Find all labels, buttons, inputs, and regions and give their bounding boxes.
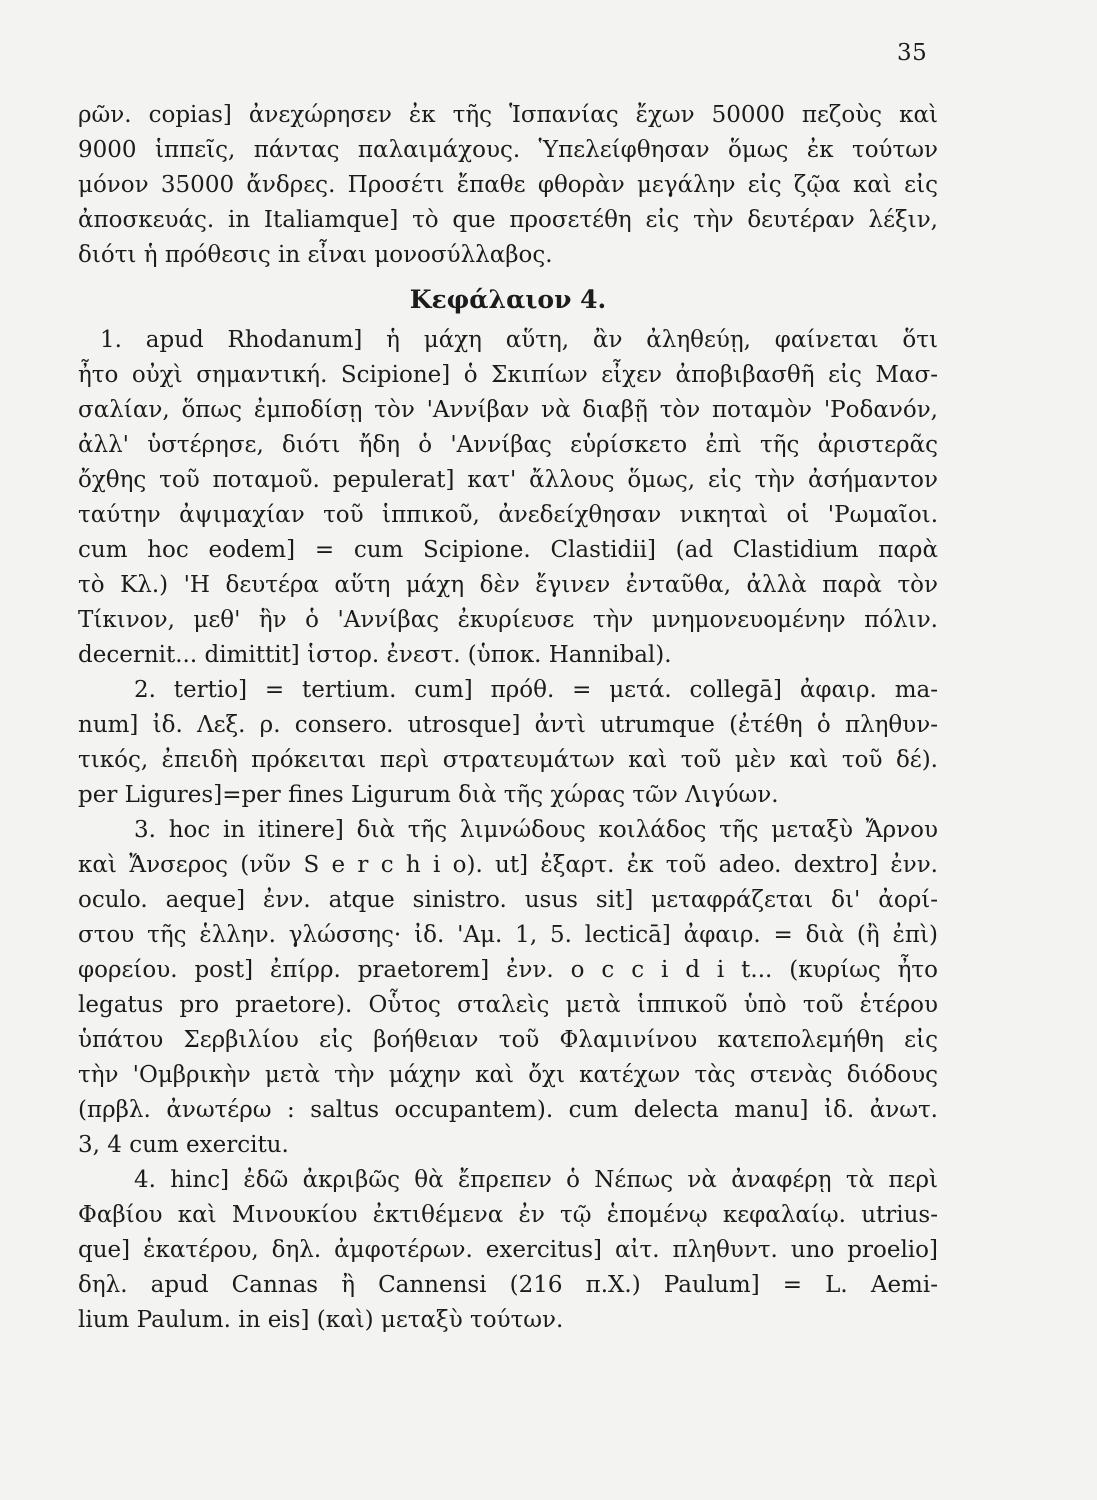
text-line: μόνον 35000 ἄνδρες. Προσέτι ἔπαθε φθορὰν μεγάλην εἰς ζῷα καὶ εἰς — [78, 172, 938, 198]
text-line: σαλίαν, ὅπως ἐμποδίσῃ τὸν 'Αννίβαν νὰ διαβῇ τὸν ποταμὸν 'Ροδανόν, — [78, 397, 938, 423]
text-line: legatus pro praetore). Οὗτος σταλεὶς μετὰ ἱππικοῦ ὑπὸ τοῦ ἑτέρου — [78, 992, 938, 1018]
text-line: decernit... dimittit] ἱστορ. ἐνεστ. (ὑποκ. Hannibal). — [78, 642, 672, 668]
text-line: δηλ. apud Cannas ἢ Cannensi (216 π.Χ.) Paulum] = L. Aemi- — [78, 1272, 938, 1298]
text-line: ἀλλ' ὑστέρησε, διότι ἤδη ὁ 'Αννίβας εὑρίσκετο ἐπὶ τῆς ἀριστερᾶς — [78, 432, 938, 458]
text-line: (πρβλ. ἀνωτέρω : saltus occupantem). cum delecta manu] ἰδ. ἀνωτ. — [78, 1097, 938, 1123]
text-line: 9000 ἱππεῖς, πάντας παλαιμάχους. Ὑπελείφθησαν ὅμως ἐκ τούτων — [78, 137, 938, 163]
text-line: ἦτο οὐχὶ σημαντική. Scipione] ὁ Σκιπίων εἶχεν ἀποβιβασθῆ εἰς Μασ- — [78, 362, 938, 388]
text-line: cum hoc eodem] = cum Scipione. Clastidii] (ad Clastidium παρὰ — [78, 537, 938, 563]
text-line: ὑπάτου Σερβιλίου εἰς βοήθειαν τοῦ Φλαμινίνου κατεπολεμήθη εἰς — [78, 1027, 938, 1053]
text-line: τικός, ἐπειδὴ πρόκειται περὶ στρατευμάτων καὶ τοῦ μὲν καὶ τοῦ δέ). — [78, 747, 938, 773]
text-line: Φαβίου καὶ Μινουκίου ἐκτιθέμενα ἐν τῷ ἑπομένῳ κεφαλαίῳ. utrius- — [78, 1202, 938, 1228]
text-line: 1. apud Rhodanum] ἡ μάχη αὕτη, ἂν ἀληθεύῃ, φαίνεται ὅτι — [100, 327, 938, 353]
text-line: que] ἑκατέρου, δηλ. ἀμφοτέρων. exercitus] αἰτ. πληθυντ. uno proelio] — [78, 1237, 938, 1263]
text-block — [78, 98, 938, 1338]
text-line: ὄχθης τοῦ ποταμοῦ. pepulerat] κατ' ἄλλους ὅμως, εἰς τὴν ἀσήμαντον — [78, 467, 938, 493]
text-line: 3. hoc in itinere] διὰ τῆς λιμνώδους κοιλάδος τῆς μεταξὺ Ἄρνου — [134, 817, 938, 843]
text-line: διότι ἡ πρόθεσις in εἶναι μονοσύλλαβος. — [78, 242, 553, 268]
text-line: στου τῆς ἑλλην. γλώσσης· ἰδ. 'Αμ. 1, 5. lecticā] ἀφαιρ. = διὰ (ἢ ἐπὶ) — [78, 922, 938, 948]
text-line: Τίκινον, μεθ' ἣν ὁ 'Αννίβας ἐκυρίευσε τὴν μνημονευομένην πόλιν. — [78, 607, 938, 633]
text-line: num] ἰδ. Λεξ. ρ. consero. utrosque] ἀντὶ utrumque (ἐτέθη ὁ πληθυν- — [78, 712, 938, 738]
text-line: ἀποσκευάς. in Italiamque] τὸ que προσετέθη εἰς τὴν δευτέραν λέξιν, — [78, 207, 938, 233]
text-line: 3, 4 cum exercitu. — [78, 1132, 289, 1158]
text-line: 2. tertio] = tertium. cum] πρόθ. = μετά. collegā] ἀφαιρ. ma- — [134, 677, 938, 703]
text-line: ρῶν. copias] ἀνεχώρησεν ἐκ τῆς Ἱσπανίας ἔχων 50000 πεζοὺς καὶ — [78, 102, 938, 128]
text-line: καὶ Ἄνσερος (νῦν S e r c h i o). ut] ἐξαρτ. ἐκ τοῦ adeo. dextro] ἐνν. — [78, 852, 938, 878]
text-line: per Ligures]=per fines Ligurum διὰ τῆς χώρας τῶν Λιγύων. — [78, 782, 779, 808]
text-line: φορείου. post] ἐπίρρ. praetorem] ἐνν. o c c i d i t... (κυρίως ἦτο — [78, 957, 938, 983]
page-number: 35 — [897, 40, 928, 66]
text-line: τὴν 'Ομβρικὴν μετὰ τὴν μάχην καὶ ὄχι κατέχων τὰς στενὰς διόδους — [78, 1062, 938, 1088]
chapter-heading: Κεφάλαιον 4. — [409, 285, 607, 314]
text-line: ταύτην ἀψιμαχίαν τοῦ ἱππικοῦ, ἀνεδείχθησαν νικηταὶ οἱ 'Ρωμαῖοι. — [78, 502, 938, 528]
text-line: τὸ Κλ.) 'Η δευτέρα αὕτη μάχη δὲν ἔγινεν ἐνταῦθα, ἀλλὰ παρὰ τὸν — [78, 572, 938, 598]
text-line: oculo. aeque] ἐνν. atque sinistro. usus sit] μεταφράζεται δι' ἀορί- — [78, 887, 938, 913]
text-line: 4. hinc] ἐδῶ ἀκριβῶς θὰ ἔπρεπεν ὁ Νέπως νὰ ἀναφέρῃ τὰ περὶ — [134, 1167, 938, 1193]
text-line: lium Paulum. in eis] (καὶ) μεταξὺ τούτων. — [78, 1307, 564, 1333]
